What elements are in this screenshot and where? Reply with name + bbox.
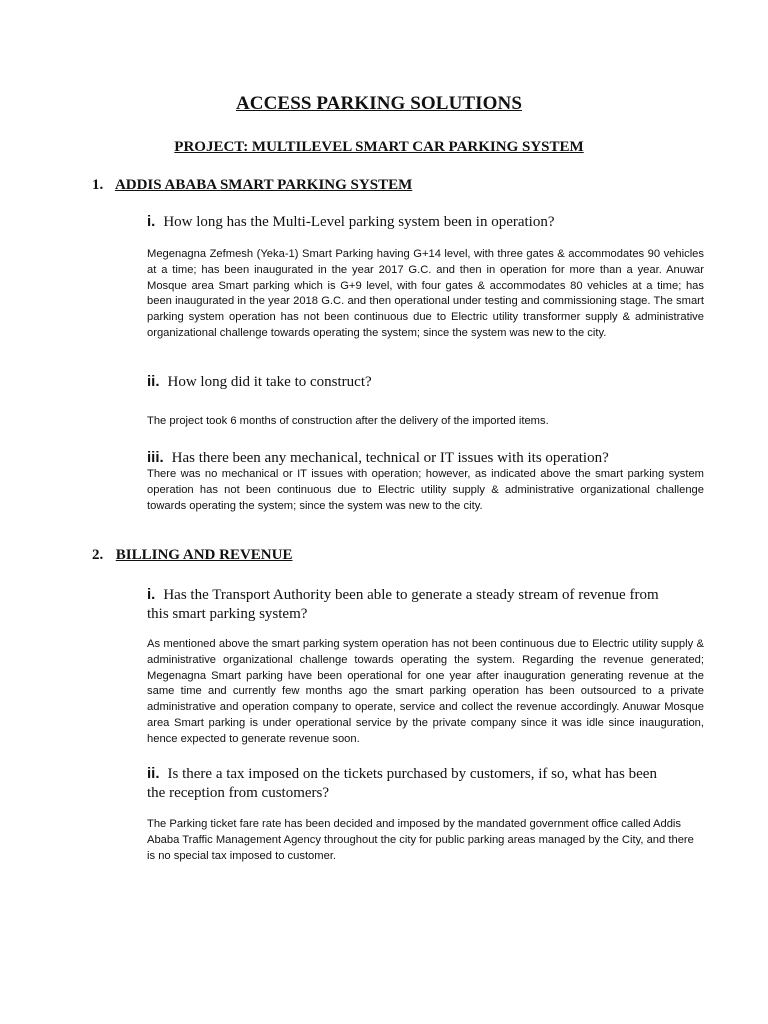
question-1-i [147, 212, 687, 232]
section-heading-2 [92, 547, 292, 564]
question-number: ii. [147, 765, 160, 782]
question-number: i. [147, 213, 156, 230]
question-number: iii. [147, 449, 164, 466]
answer-2-ii: The Parking ticket fare rate has been decided and imposed by the mandated government office called Addis Ababa Traffic Management Agency throughout the city for public parking areas managed by the City, and there is no special tax imposed to customer. [147, 818, 694, 862]
section-title: ADDIS ABABA SMART PARKING SYSTEM [114, 177, 413, 193]
question-number: i. [147, 586, 156, 603]
project-title: PROJECT: MULTILEVEL SMART CAR PARKING SYSTEM [174, 139, 584, 155]
question-text: Is there a tax imposed on the tickets purchased by customers, if so, what has been the reception from customers? [147, 766, 657, 801]
question-2-i [147, 585, 667, 624]
answer-1-i: Megenagna Zefmesh (Yeka-1) Smart Parking having G+14 level, with three gates & accommodates 90 vehicles at a time; has been inaugurated in the year 2017 G.C. and then in operation for more than a year. Anuwar Mosque area Smart parking which is G+9 level, with four gates & accommodates 80 vehicles at a time; has been inaugurated in the year 2018 G.C. and then operational under testing and commissioning stage. The smart parking system operation has not been continuous due to Electric utility transformer supply & administrative organizational challenge towards operating the system; since the system was new to the city. [147, 248, 704, 339]
answer-1-ii: The project took 6 months of construction after the delivery of the imported items. [147, 415, 549, 427]
question-number: ii. [147, 373, 160, 390]
section-title: BILLING AND REVENUE [115, 547, 293, 563]
question-text: Has the Transport Authority been able to generate a steady stream of revenue from this smart parking system? [147, 587, 659, 622]
question-1-iii [147, 448, 687, 468]
section-number: 2. [92, 547, 104, 563]
answer-1-iii: There was no mechanical or IT issues with operation; however, as indicated above the smart parking system operation has not been continuous due to Electric utility supply & administrative organizational challenge towards operating the system; since the system was new to the city. [147, 468, 704, 512]
question-text: How long has the Multi-Level parking system been in operation? [163, 214, 555, 230]
question-text: Has there been any mechanical, technical or IT issues with its operation? [171, 450, 609, 466]
section-number: 1. [92, 177, 104, 193]
answer-2-i: As mentioned above the smart parking system operation has not been continuous due to Electric utility supply & administrative organizational challenge towards operating the system. Regarding the revenue generated; Megenagna Smart parking have been operational for one year after inauguration generating revenue at the same time and currently few months ago the smart parking operation has been outsourced to a private administrative and operation company to operate, service and collect the revenue accordingly. Anuwar Mosque area Smart parking is under operational service by the private company since it was idle since inauguration, hence expected to generate revenue soon. [147, 638, 704, 745]
section-heading-1 [92, 177, 412, 194]
question-2-ii [147, 764, 667, 803]
document-title: ACCESS PARKING SOLUTIONS [235, 93, 523, 114]
question-1-ii [147, 372, 687, 392]
question-text: How long did it take to construct? [167, 374, 372, 390]
